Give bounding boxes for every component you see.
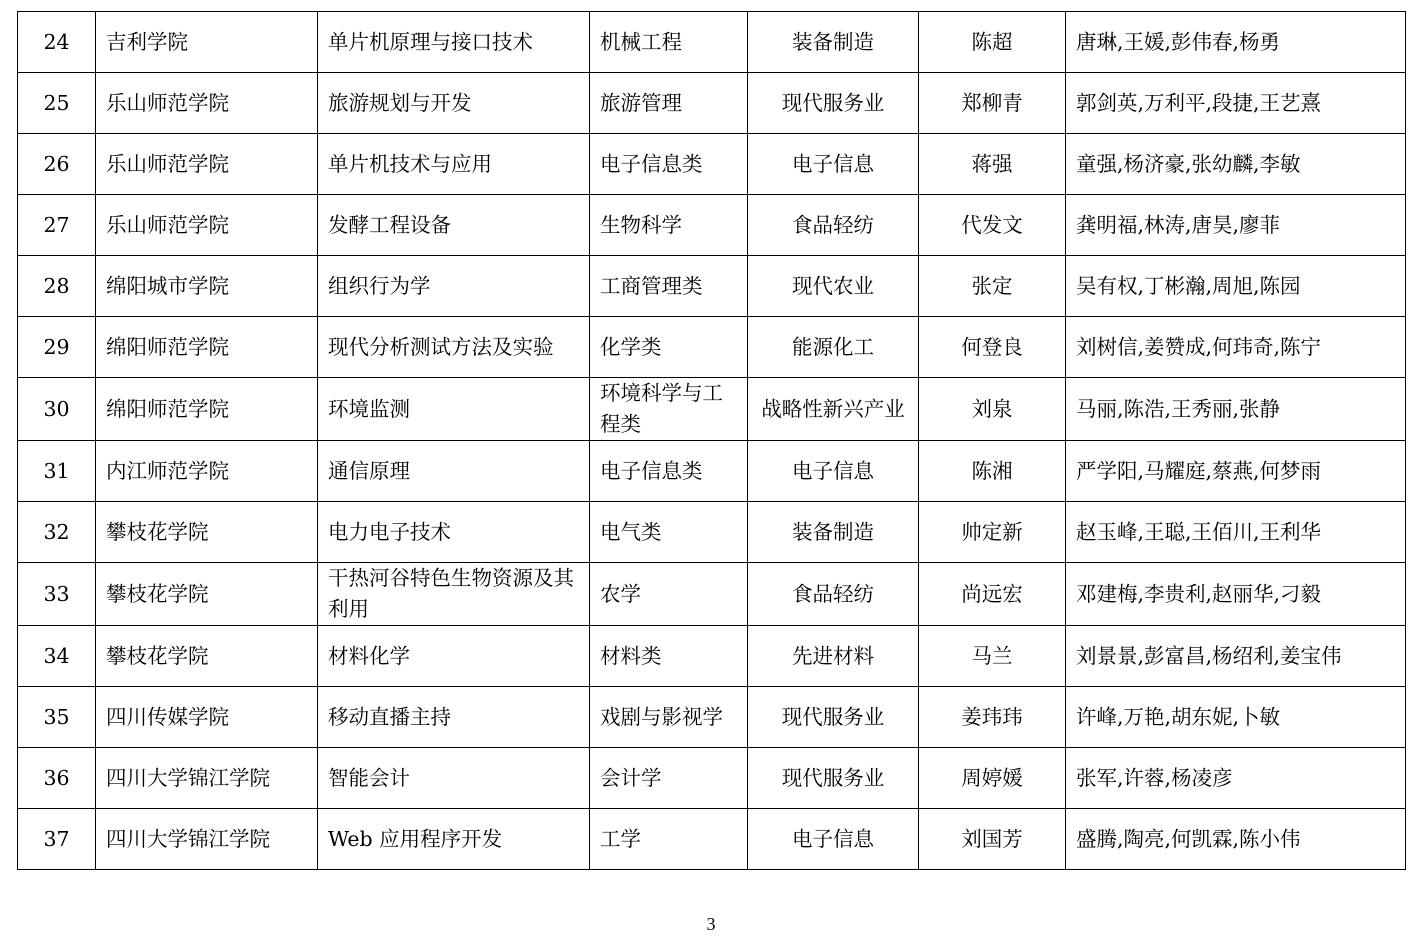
cell-industry: 现代服务业 (748, 687, 919, 748)
cell-course: 旅游规划与开发 (318, 73, 590, 134)
cell-leader: 张定 (919, 256, 1066, 317)
cell-course: 环境监测 (318, 378, 590, 441)
cell-major: 机械工程 (590, 12, 748, 73)
cell-course: 干热河谷特色生物资源及其利用 (318, 563, 590, 626)
cell-number: 28 (18, 256, 96, 317)
cell-school: 内江师范学院 (96, 441, 318, 502)
cell-members: 刘景景,彭富昌,杨绍利,姜宝伟 (1066, 626, 1406, 687)
cell-members: 邓建梅,李贵利,赵丽华,刁毅 (1066, 563, 1406, 626)
cell-number: 32 (18, 502, 96, 563)
cell-major: 会计学 (590, 748, 748, 809)
cell-course: 单片机原理与接口技术 (318, 12, 590, 73)
cell-school: 攀枝花学院 (96, 502, 318, 563)
cell-members: 龚明福,林涛,唐昊,廖菲 (1066, 195, 1406, 256)
cell-leader: 郑柳青 (919, 73, 1066, 134)
cell-industry: 食品轻纺 (748, 195, 919, 256)
course-list-table (17, 11, 1406, 870)
cell-major: 材料类 (590, 626, 748, 687)
cell-leader: 帅定新 (919, 502, 1066, 563)
cell-number: 30 (18, 378, 96, 441)
cell-number: 33 (18, 563, 96, 626)
cell-leader: 刘国芳 (919, 809, 1066, 870)
cell-leader: 姜玮玮 (919, 687, 1066, 748)
cell-course: Web 应用程序开发 (318, 809, 590, 870)
table-row (18, 626, 1406, 687)
table-row (18, 441, 1406, 502)
cell-school: 绵阳师范学院 (96, 317, 318, 378)
cell-number: 35 (18, 687, 96, 748)
cell-school: 攀枝花学院 (96, 626, 318, 687)
cell-leader: 刘泉 (919, 378, 1066, 441)
table-body (18, 12, 1406, 870)
cell-major: 电气类 (590, 502, 748, 563)
cell-school: 绵阳师范学院 (96, 378, 318, 441)
cell-leader: 尚远宏 (919, 563, 1066, 626)
cell-number: 24 (18, 12, 96, 73)
cell-major: 化学类 (590, 317, 748, 378)
cell-major: 电子信息类 (590, 441, 748, 502)
cell-members: 赵玉峰,王聪,王佰川,王利华 (1066, 502, 1406, 563)
table-row (18, 195, 1406, 256)
cell-members: 张军,许蓉,杨凌彦 (1066, 748, 1406, 809)
table-row (18, 12, 1406, 73)
table-row (18, 687, 1406, 748)
cell-leader: 陈湘 (919, 441, 1066, 502)
table-row (18, 378, 1406, 441)
table-row (18, 563, 1406, 626)
cell-members: 马丽,陈浩,王秀丽,张静 (1066, 378, 1406, 441)
cell-number: 31 (18, 441, 96, 502)
cell-course: 现代分析测试方法及实验 (318, 317, 590, 378)
table-row (18, 73, 1406, 134)
cell-school: 四川大学锦江学院 (96, 809, 318, 870)
cell-industry: 先进材料 (748, 626, 919, 687)
cell-course: 单片机技术与应用 (318, 134, 590, 195)
cell-number: 34 (18, 626, 96, 687)
table-row (18, 134, 1406, 195)
cell-school: 乐山师范学院 (96, 195, 318, 256)
cell-course: 发酵工程设备 (318, 195, 590, 256)
cell-number: 36 (18, 748, 96, 809)
cell-number: 29 (18, 317, 96, 378)
cell-members: 许峰,万艳,胡东妮,卜敏 (1066, 687, 1406, 748)
cell-major: 旅游管理 (590, 73, 748, 134)
cell-industry: 装备制造 (748, 502, 919, 563)
table-row (18, 748, 1406, 809)
table-row (18, 256, 1406, 317)
page-number: 3 (706, 914, 716, 934)
cell-course: 电力电子技术 (318, 502, 590, 563)
cell-course: 移动直播主持 (318, 687, 590, 748)
cell-major: 戏剧与影视学 (590, 687, 748, 748)
cell-industry: 电子信息 (748, 134, 919, 195)
cell-school: 乐山师范学院 (96, 73, 318, 134)
cell-industry: 现代服务业 (748, 73, 919, 134)
cell-number: 25 (18, 73, 96, 134)
cell-leader: 马兰 (919, 626, 1066, 687)
table-row (18, 317, 1406, 378)
cell-leader: 周婷媛 (919, 748, 1066, 809)
cell-major: 工学 (590, 809, 748, 870)
cell-course: 组织行为学 (318, 256, 590, 317)
cell-major: 生物科学 (590, 195, 748, 256)
cell-members: 严学阳,马耀庭,蔡燕,何梦雨 (1066, 441, 1406, 502)
cell-major: 农学 (590, 563, 748, 626)
cell-industry: 电子信息 (748, 809, 919, 870)
cell-school: 乐山师范学院 (96, 134, 318, 195)
cell-industry: 现代服务业 (748, 748, 919, 809)
cell-industry: 电子信息 (748, 441, 919, 502)
cell-leader: 何登良 (919, 317, 1066, 378)
cell-number: 37 (18, 809, 96, 870)
cell-course: 通信原理 (318, 441, 590, 502)
cell-industry: 能源化工 (748, 317, 919, 378)
cell-members: 童强,杨济豪,张幼麟,李敏 (1066, 134, 1406, 195)
cell-school: 吉利学院 (96, 12, 318, 73)
cell-industry: 食品轻纺 (748, 563, 919, 626)
cell-industry: 现代农业 (748, 256, 919, 317)
cell-school: 四川大学锦江学院 (96, 748, 318, 809)
table-row (18, 809, 1406, 870)
cell-school: 攀枝花学院 (96, 563, 318, 626)
cell-leader: 蒋强 (919, 134, 1066, 195)
cell-industry: 战略性新兴产业 (748, 378, 919, 441)
cell-leader: 陈超 (919, 12, 1066, 73)
table-row (18, 502, 1406, 563)
cell-school: 绵阳城市学院 (96, 256, 318, 317)
cell-school: 四川传媒学院 (96, 687, 318, 748)
cell-leader: 代发文 (919, 195, 1066, 256)
cell-course: 智能会计 (318, 748, 590, 809)
cell-members: 吴有权,丁彬瀚,周旭,陈园 (1066, 256, 1406, 317)
cell-members: 郭剑英,万利平,段捷,王艺熹 (1066, 73, 1406, 134)
cell-number: 26 (18, 134, 96, 195)
cell-members: 唐琳,王媛,彭伟春,杨勇 (1066, 12, 1406, 73)
cell-members: 刘树信,姜赞成,何玮奇,陈宁 (1066, 317, 1406, 378)
cell-course: 材料化学 (318, 626, 590, 687)
cell-industry: 装备制造 (748, 12, 919, 73)
cell-major: 工商管理类 (590, 256, 748, 317)
cell-major: 环境科学与工程类 (590, 378, 748, 441)
cell-major: 电子信息类 (590, 134, 748, 195)
cell-number: 27 (18, 195, 96, 256)
cell-members: 盛腾,陶亮,何凯霖,陈小伟 (1066, 809, 1406, 870)
